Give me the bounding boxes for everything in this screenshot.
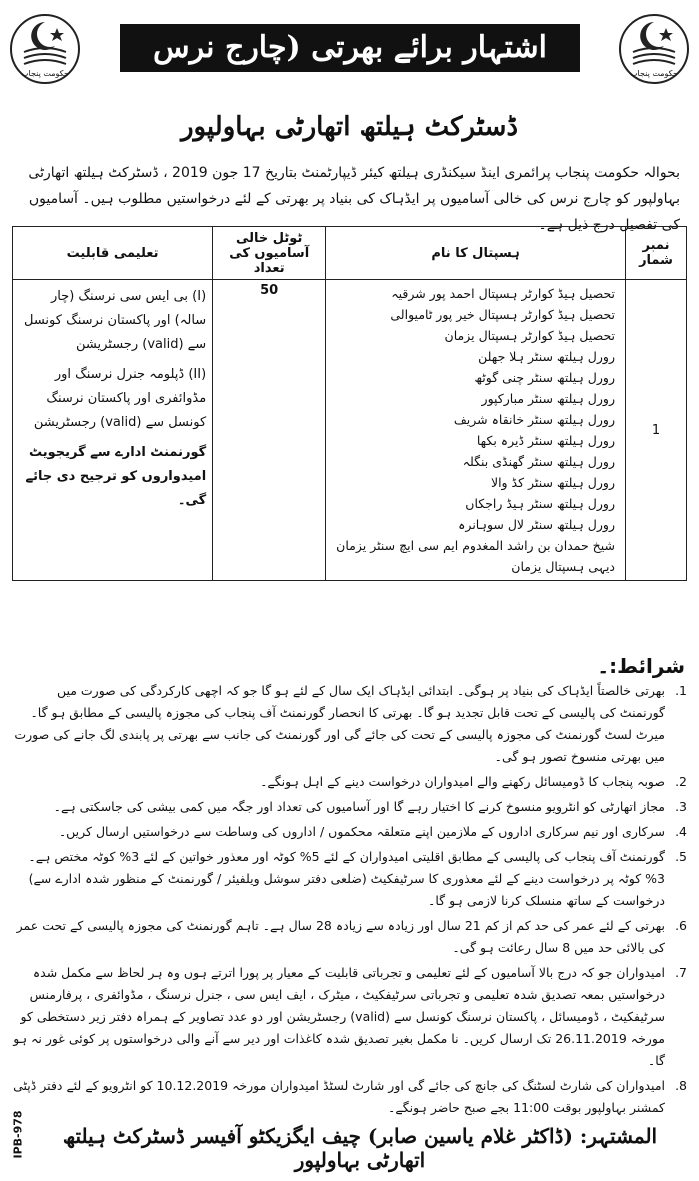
punjab-govt-logo-left [10, 14, 80, 84]
qualification-preference: گورنمنٹ ادارے سے گریجویٹ امیدواروں کو ترجیح دی جائے گی۔ [25, 445, 207, 508]
list-item: 2. صوبہ پنجاب کا ڈومیسائل رکھنے والے امیدواران درخواست دینے کے اہل ہونگے۔ [260, 774, 687, 789]
serial-cell: 1 [626, 280, 687, 581]
conditions-heading: شرائط:۔ [597, 654, 685, 678]
posts-cell: 50 [213, 280, 326, 581]
punjab-govt-logo-right [619, 14, 689, 84]
list-item: رورل ہیلتھ سنٹر لال سوہانرہ [458, 517, 615, 532]
conditions-list [12, 680, 687, 1122]
qualification-item: (I) بی ایس سی نرسنگ (چار سالہ) اور پاکستان نرسنگ کونسل سے (valid) رجسٹریشن [23, 289, 207, 352]
list-item: 4. سرکاری اور نیم سرکاری اداروں کے ملازمین اپنے متعلقہ محکموں / اداروں کی وساطت سے درخواستیں ارسال کریں۔ [58, 824, 687, 839]
list-item: 1. بھرتی خالصتاً ایڈہاک کی بنیاد پر ہوگی۔ ابتدائی ایڈہاک ایک سال کے لئے ہو گا جو کہ اچھی کارکردگی کی صورت میں گورنمنٹ کی پالیسی کے تحت قابل تجدید ہو گا۔ بھرتی کا انحصار گورنمنٹ آف پنجاب کی مجوزہ پالیسی کے مطابق ہو گا۔ میرٹ لسٹ گورنمنٹ کی مجوزہ پالیسی کے تحت کی جائے گی اور گورنمنٹ کی جانب سے بھرتی پر پابندی لگ جانے کی صورت میں بھرتی منسوخ تصور ہو گی۔ [14, 683, 687, 764]
list-item: دیہی ہسپتال یزمان [511, 559, 615, 574]
list-item: 3. مجاز اتھارٹی کو انٹرویو منسوخ کرنے کا اختیار رہے گا اور آسامیوں کی تعداد اور جگہ میں کمی بیشی کی جاسکتی ہے۔ [53, 799, 687, 814]
list-item: رورل ہیلتھ سنٹر ہلا جھلن [478, 349, 615, 364]
list-item: 7. امیدواران جو کہ درج بالا آسامیوں کے لئے تعلیمی و تجرباتی قابلیت کے معیار پر پورا اترتے ہوں وہ ہر لحاظ سے مکمل شدہ درخواستیں بمعہ تصدیق شدہ تعلیمی و تجرباتی سرٹیفکیٹ ، میٹرک ، ایف ایس سی ، جنرل نرسنگ ، مڈوائفری ، پرفارمنس سرٹیفکیٹ ، ڈومیسائل ، پاکستان نرسنگ کونسل سے (valid) رجسٹریشن اور دو عدد تصاویر کے ہمراہ دفتر زیر دستخطی کو مورخہ 26.11.2019 تک ارسال کریں۔ نا مکمل بغیر تصدیق شدہ کاغذات اور دیر سے آنے والی درخواستوں پر کوئی غور نہ ہو گا۔ [13, 965, 687, 1068]
list-item: رورل ہیلتھ سنٹر چنی گوٹھ [474, 370, 615, 385]
table-header-row [13, 227, 687, 280]
hospital-cell [326, 280, 626, 581]
header-serial: نمبر شمار [626, 227, 687, 280]
logo-caption: حکومت پنجاب [21, 69, 69, 78]
list-item: 6. بھرتی کے لئے عمر کی حد کم از کم 21 سال اور زیادہ سے زیادہ 28 سال ہے۔ تاہم گورنمنٹ کی مجوزہ پالیسی کے تحت عمر کی بالائی حد میں 8 سال رعائت ہو گی۔ [16, 918, 687, 955]
intro-paragraph: بحوالہ حکومت پنجاب پرائمری اینڈ سیکنڈری ہیلتھ کیئر ڈیپارٹمنٹ بتاریخ 17 جون 2019 ، ڈسٹرکٹ ہیلتھ اتھارٹی بہاولپور کو چارج نرس کی خالی آسامیوں پر ایڈہاک کی بنیاد پر بھرتی کے لئے درخواستیں مطلوب ہیں۔ آسامیوں کی تفصیل درج ذیل ہے۔ [28, 165, 680, 233]
header-qualification: تعلیمی قابلیت [13, 227, 213, 280]
list-item: رورل ہیلتھ سنٹر مبارکپور [481, 391, 615, 406]
list-item: شیخ حمدان بن راشد المغدوم ایم سی ایچ سنٹر یزمان [336, 538, 615, 553]
list-item: تحصیل ہیڈ کوارٹر ہسپتال یزمان [444, 328, 615, 343]
list-item: رورل ہیلتھ سنٹر ڈیرہ بکھا [476, 433, 615, 448]
header-posts: ٹوٹل خالی آسامیوں کی تعداد [213, 227, 326, 280]
qualification-cell [13, 280, 213, 581]
advertiser-line: المشتہر: (ڈاکٹر غلام یاسین صابر) چیف ایگزیکٹو آفیسر ڈسٹرکٹ ہیلتھ اتھارٹی بہاولپور [62, 1124, 658, 1172]
table-row [13, 280, 687, 581]
ad-banner-title: اشتہار برائے بھرتی (چارج نرس BS-16) [120, 24, 580, 72]
vacancy-table [12, 226, 687, 581]
list-item: 5. گورنمنٹ آف پنجاب کی پالیسی کے مطابق اقلیتی امیدواران کے لئے 5% کوٹہ اور معذور خواتین کے لئے 3% کوٹہ مختص ہے۔ 3% کوٹہ پر درخواست دینے کے لئے معذوری کا سرٹیفکیٹ (ضلعی دفتر سوشل ویلفیئر / گورنمنٹ کے منظور شدہ ادارے سے) درخواست کے ساتھ منسلک کرنا لازمی ہو گا۔ [28, 849, 687, 908]
ipb-code: IPB-978 [11, 1110, 25, 1159]
header-hospital: ہسپتال کا نام [326, 227, 626, 280]
qualification-item: (II) ڈپلومہ جنرل نرسنگ اور مڈوائفری اور پاکستان نرسنگ کونسل سے (valid) رجسٹریشن [33, 367, 207, 430]
hospital-list [332, 283, 619, 577]
list-item: رورل ہیلتھ سنٹر ہیڈ راجکاں [465, 496, 615, 511]
list-item: 8. امیدواران کی شارٹ لسٹنگ کی جانچ کی جائے گی اور شارٹ لسٹڈ امیدواران مورخہ 10.12.2019 کو انٹرویو کے لئے دفتر ڈپٹی کمشنر بہاولپور بوقت 11:00 بجے صبح حاضر ہونگے۔ [13, 1078, 687, 1115]
list-item: رورل ہیلتھ سنٹر کڈ والا [490, 475, 615, 490]
list-item: تحصیل ہیڈ کوارٹر ہسپتال احمد پور شرقیہ [391, 286, 615, 301]
list-item: رورل ہیلتھ سنٹر خانقاہ شریف [453, 412, 615, 427]
list-item: تحصیل ہیڈ کوارٹر ہسپتال خیر پور ٹامیوالی [390, 307, 615, 322]
logo-caption: حکومت پنجاب [630, 69, 678, 78]
list-item: رورل ہیلتھ سنٹر گھنڈی بنگلہ [462, 454, 615, 469]
authority-title: ڈسٹرکٹ ہیلتھ اتھارٹی بہاولپور [180, 112, 519, 142]
